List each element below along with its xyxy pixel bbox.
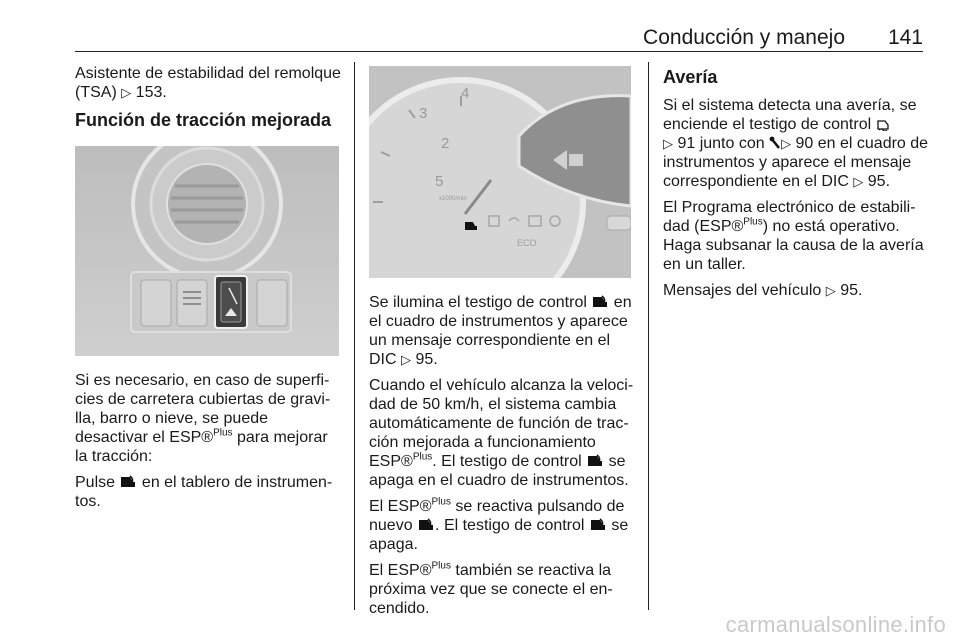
tsa-reference: Asistente de estabilidad del remolque (TSA) ▷ 153. [75, 65, 341, 101]
esp-off-car-icon [591, 295, 609, 309]
instrument-cluster-illustration [369, 66, 631, 278]
section-heading: Avería [663, 67, 718, 87]
gauge-tick-label: 3 [419, 105, 428, 122]
reference-arrow-icon: ▷ [121, 85, 132, 100]
esp-car-icon [876, 117, 890, 131]
paragraph: Se ilumina el testigo de control en el cuadro de instrumentos y aparece un mensaje correspondiente en el DIC ▷ 95. [369, 294, 632, 368]
esp-off-car-icon [589, 518, 607, 532]
paragraph: Mensajes del vehículo ▷ 95. [663, 282, 863, 299]
watermark: carmanualsonline.info [725, 612, 946, 637]
column-left [75, 64, 341, 139]
reference-arrow-icon: ▷ [663, 136, 673, 151]
paragraph: Pulse en el tablero de instrumen-tos. [75, 474, 333, 510]
reference-arrow-icon: ▷ [401, 352, 411, 367]
esp-off-car-icon [417, 518, 435, 532]
header-title: Conducción y manejo [643, 26, 845, 49]
switch-panel-illustration [75, 146, 339, 356]
gauge-unit-label: x1000/min [439, 196, 467, 202]
column-middle [369, 293, 635, 625]
column-left-lower [75, 371, 341, 518]
reference-arrow-icon: ▷ [853, 174, 864, 189]
paragraph: El Programa electrónico de estabili-dad (ESP®$^{Plus}$) no está operativo. Haga subsanar la causa de la avería en un taller. [663, 199, 924, 273]
gauge-tick-label: 2 [441, 135, 450, 152]
page-header [75, 24, 923, 52]
column-divider [648, 62, 649, 610]
section-heading: Función de tracción mejorada [75, 110, 332, 130]
reference-arrow-icon: ▷ [825, 283, 836, 298]
paragraph: Cuando el vehículo alcanza la veloci-dad de 50 km/h, el sistema cambia automáticamente de función de trac-ción mejorada a funcionamiento ESP®$^{Plus}$. El testigo de control se apaga en el cuadro de instrumentos. [369, 377, 634, 489]
reference-arrow-icon: ▷ [781, 136, 792, 151]
page-number: 141 [887, 26, 923, 49]
column-divider [354, 62, 355, 610]
gauge-tick-label: 4 [461, 85, 470, 102]
service-wrench-icon [769, 136, 781, 150]
paragraph: Si el sistema detecta una avería, se enciende el testigo de control ▷ 91 junto con ▷ 90 en el cuadro de instrumentos y aparece el mensaje correspondiente en el DIC ▷ 95. [663, 97, 929, 190]
esp-off-car-icon [586, 454, 604, 468]
gauge-tick-label: 5 [435, 173, 444, 190]
paragraph: Si es necesario, en caso de superfi-cies de carretera cubiertas de gravi-lla, barro o nieve, se puede desactivar el ESP®$^{Plus}$ para mejorar la tracción: [75, 372, 331, 465]
column-right [663, 64, 929, 307]
paragraph: El ESP®$^{Plus}$ también se reactiva la próxima vez que se conecte el en-cendido. [369, 560, 613, 617]
eco-label: ECO [517, 238, 537, 248]
paragraph: El ESP®$^{Plus}$ se reactiva pulsando de nuevo . El testigo de control se apaga. [369, 496, 629, 553]
esp-off-car-icon [119, 475, 137, 489]
